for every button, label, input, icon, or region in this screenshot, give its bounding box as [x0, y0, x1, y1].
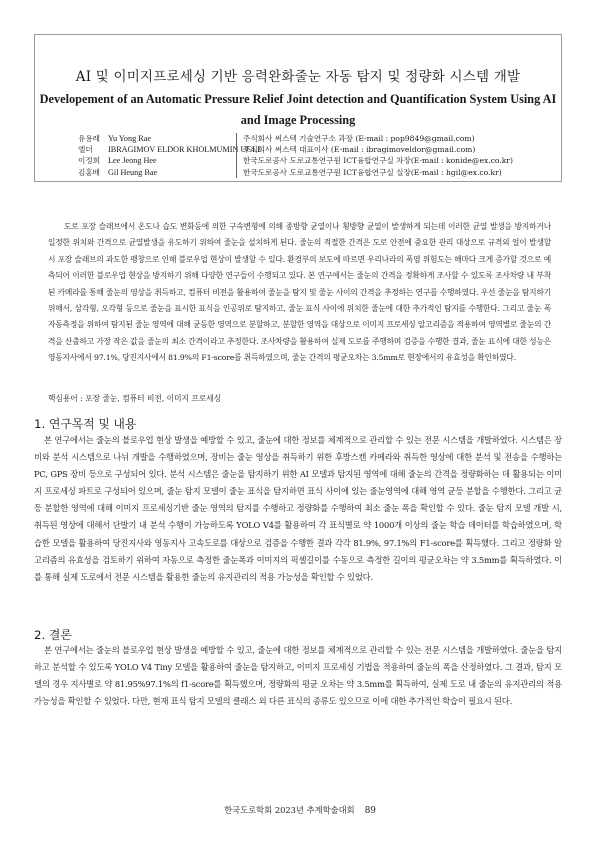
title-korean: AI 및 이미지프로세싱 기반 응력완화줄눈 자동 탐지 및 정량화 시스템 개발: [75, 69, 521, 85]
author-row: [78, 167, 548, 178]
section-heading-conclusion: 2. 결론: [34, 628, 72, 642]
author-affiliation: 한국도로공사 도로교통연구원 ICT융합연구실 실장(E-mail : hgil@ex.co.kr): [236, 167, 502, 178]
author-name-korean: 김홍배: [78, 167, 101, 177]
footer-conference: 한국도로학회 2023년 추계학술대회: [224, 805, 355, 815]
author-list: [78, 133, 548, 178]
section-body-purpose: 본 연구에서는 줄눈의 블로우업 현상 발생을 예방할 수 있고, 줄눈에 대한 정보를 체계적으로 관리할 수 있는 전문 시스템을 개발하였다. 시스템은 장비와 분석 시스템으로 나뉘 개발을 수행하였으며, 장비는 줄눈 영상을 취득하기 위한 후방스캔 카메라와 취득한 영상에 대한 분석 및 전송을 수행하는 PC, GPS 장비 등으로 구성되어 있다. 분석 시스템은 줄눈을 탐지하기 위한 AI 모델과 탐지된 영역에 대해 줄눈의 간격을 정량화하는 데 활용되는 이미지 프로세싱 파트로 구성되어 있으며, 줄눈 탐지 모델이 줄눈 표식을 탐지하면 표식 사이에 있는 줄눈영역에 대해 영역 균등 분할을 수행한다. 그리고 균등 분할한 영역에 대해 이미지 프로세싱기반 줄눈 영역의 탐지를 수행하고 정량화를 수행하여 최소 줄눈 폭을 확인할 수 있다. 줄눈 탐지 모델 개발 시, 취득된 영상에 대해서 단발기 내 분석 수행이 가능하도록 YOLO V4를 활용하여 각 표식별로 약 1000개 이상의 줄눈 학습 데이터를 학습하였으며, 학습한 모델을 활용하여 당진지사와 영동지사 고속도로를 대상으로 검증을 수행한 결과 각각 81.9%, 97.1%의 F1-score를 획득했다. 그리고 정량화 알고리즘의 유효성을 검토하기 위하여 자동으로 측정한 줄눈폭과 이미지의 픽셀길이를 수동으로 측정한 길이의 평균오차는 약 3.5mm를 획득하였다. 이를 통해 실제 도로에서 전문 시스템을 활용한 줄눈의 유지관리의 적용 가능성을 확인할 수 있었다.: [34, 435, 562, 582]
author-name-english: IBRAGIMOV ELDOR KHOLMUMIN UGLI: [108, 145, 260, 155]
page-number: 89: [364, 806, 376, 816]
section-body-conclusion: 본 연구에서는 줄눈의 블로우업 현상 발생을 예방할 수 있고, 줄눈에 대한 정보를 체계적으로 관리할 수 있는 전문 시스템을 개발하였다. 줄눈을 탐지하고 분석할 수 있도록 YOLO V4 Tiny 모델을 활용하여 줄눈을 탐지하고, 이미지 프로세싱 기법을 적용하여 줄눈의 폭을 산정하였다. 그 결과, 탐지 모델의 경우 지사별로 약 81.95%97.1%의 f1-score를 획득했으며, 정량화의 평균 오차는 약 3.5mm를 획득하여, 실제 도로 내 줄눈의 유지관리의 적용 가능성을 확인할 수 있었다. 다만, 현재 표식 탐지 모델의 클래스 외 다른 표식의 종류도 있으므로 이에 대한 추가적인 학습이 필요시 된다.: [34, 645, 562, 707]
section-heading-purpose: 1. 연구목적 및 내용: [34, 417, 137, 431]
abstract-paragraph: 도로 포장 슬래브에서 온도나 습도 변화등에 의한 구속변형에 의해 종방향 균열이나 횡방향 균열이 발생하게 되는데 이러한 균열 발생을 방지하거나 일정한 위치와 간격으로 균열발생을 유도하기 위하여 줄눈을 설치하게 된다. 줄눈의 적절한 간격은 도로 안전에 중요한 관리 대상으로 규격외 얼이 발생할 시 포장 슬래브의 과도한 팽창으로 인해 블로우업 현상이 발생할 수 있다. 환경부의 보도에 따르면 우리나라의 폭염 위험도는 해마다 크게 증가할 것으로 예측되어 이러한 블로우업 현상을 방지하기 위해 다양한 연구들이 수행되고 있다. 본 연구에서는 줄눈의 간격을 정확하게 조사할 수 있도록 조사차량 내 부착된 카메라를 통해 줄눈의 영상을 취득하고, 컴퓨터 비전을 활용하여 줄눈을 탐지 및 줄눈 사이의 간격을 추정하는 연구를 수행하였다. 우선 줄눈을 탐지하기 위해서, 삼각형, 오각형 등으로 줄눈을 표시한 표식을 인공위로 탐지하고, 줄눈 표식 사이에 위치한 줄눈에 대한 추가적인 탐지를 수행한다. 그리고 줄눈 폭 자동측정을 위하여 탐지된 줄눈 영역에 대해 균등한 영역으로 분할하고, 분할한 영역을 대상으로 이미지 프로세싱 알고리즘을 적용하여 영역별로 줄눈의 간격을 산출하고 가장 작은 값을 줄눈의 최소 간격이라고 추정한다. 조사차량을 활용하여 실제 도로를 주행하며 검증을 수행한 결과, 줄눈 표식에 대한 성능은 영동지사에서 97.1%, 당진지사에서 81.9%의 F1-score를 취득하였으며, 줄눈 간격의 평균오차는 3.5mm로 현장에서의 유효성을 확인하였다.: [48, 222, 551, 363]
author-row: [78, 155, 548, 166]
author-name-korean: 이정희: [78, 156, 101, 166]
author-name-english: Yu Yong Rae: [108, 134, 151, 143]
page-footer: [0, 804, 600, 816]
author-row: [78, 144, 548, 155]
author-name-english: Lee Jeong Hee: [108, 156, 157, 166]
author-name-english: Gil Heung Bae: [108, 167, 158, 177]
author-affiliation: 한국도로공사 도로교통연구원 ICT융합연구실 차장(E-mail : konide@ex.co.kr): [236, 155, 513, 166]
author-affiliation: 주식회사 써스텍 대표이사 (E-mail : ibragimoveldor@gmail.com): [236, 144, 475, 155]
title-english: Developement of an Automatic Pressure Relief Joint detection and Quantification System Using AI and Image Processing: [39, 92, 557, 127]
author-affiliation: 주식회사 써스텍 기술연구소 과장 (E-mail : pop9849@gmail.com): [236, 133, 475, 144]
author-name-korean: 엘더: [78, 145, 93, 155]
keywords-line: 핵심용어 : 포장 줄눈, 컴퓨터 비전, 이미지 프로세싱: [48, 394, 222, 403]
author-row: [78, 133, 548, 144]
author-name-korean: 유용래: [78, 134, 101, 143]
